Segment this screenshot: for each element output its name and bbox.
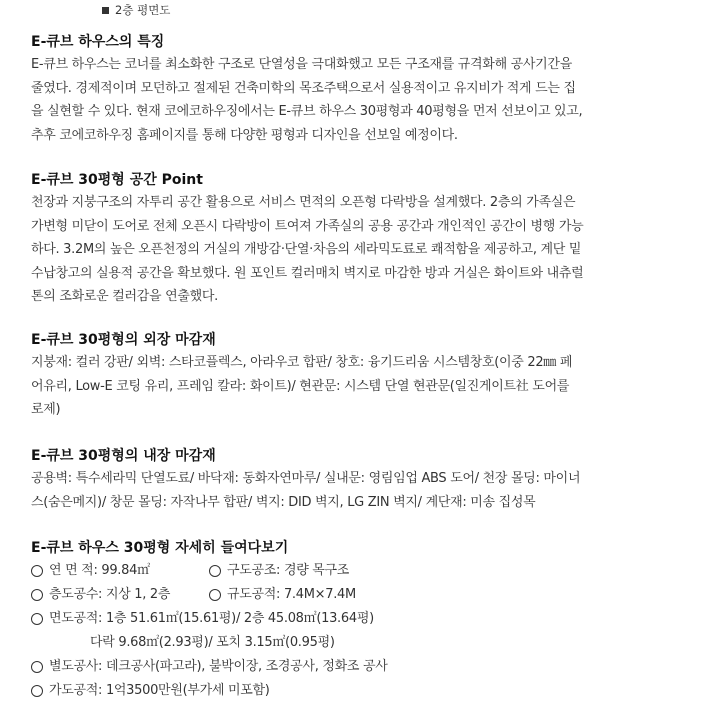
section-exterior-finish xyxy=(31,331,691,422)
body-line: 추후 코에코하우징 홈페이지를 통해 다양한 평형과 디자인을 선보일 예정이다. xyxy=(31,127,458,143)
section-title: E-큐브 하우스 30평형 자세히 들여다보기 xyxy=(31,540,289,556)
section-title: E-큐브 30평형의 내장 마감재 xyxy=(31,448,216,464)
body-line: 가변형 미닫이 도어로 전체 오픈시 다락방이 트여져 가족실의 공용 공간과 개인적인 공간이 병행 가능 xyxy=(31,218,584,234)
body-line: 수납창고의 실용적 공간을 확보했다. 원 포인트 컬러매치 벽지로 마감한 방과 거실은 화이트와 내츄럴 xyxy=(31,265,584,281)
spec-list xyxy=(31,559,691,703)
body-line: E-큐브 하우스는 코너를 최소화한 구조로 단열성을 극대화했고 모든 구조재를 규격화해 공사기간을 xyxy=(31,57,572,72)
spec-row xyxy=(31,607,691,631)
body-line: 천장과 지붕구조의 자투리 공간 활용으로 서비스 면적의 오픈형 다락방을 설계했다. 2층의 가족실은 xyxy=(31,195,576,210)
section-title: E-큐브 30평형의 외장 마감재 xyxy=(31,332,216,348)
body-line: 로제) xyxy=(31,402,61,417)
body-line: 지붕재: 컬러 강판/ 외벽: 스타코플렉스, 아라우코 합판/ 창호: 융기드리움 시스템창호(이중 22㎜ 페 xyxy=(31,355,573,370)
spec-row xyxy=(31,655,691,679)
square-bullet-icon xyxy=(102,7,109,14)
circle-bullet-icon xyxy=(31,661,43,673)
section-body xyxy=(31,53,691,147)
spec-extra-work: 별도공사: 데크공사(파고라), 불박이장, 조경공사, 정화조 공사 xyxy=(49,659,388,674)
spec-floor-area-extra: 다락 9.68㎡(2.93평)/ 포치 3.15㎡(0.95평) xyxy=(90,635,335,650)
section-body xyxy=(31,191,691,309)
spec-price: 가도공적: 1억3500만원(부가세 미포함) xyxy=(49,683,270,698)
circle-bullet-icon xyxy=(209,589,221,601)
body-line: 하다. 3.2M의 높은 오픈천정의 거실의 개방감·단열·차음의 세라믹도료로 쾌적함을 제공하고, 계단 밑 xyxy=(31,242,582,257)
spec-row xyxy=(31,583,691,607)
body-line: 줄였다. 경제적이며 모던하고 절제된 건축미학의 목조주택으로서 실용적이고 유지비가 적게 드는 집 xyxy=(31,80,576,96)
body-line: 어유리, Low-E 코팅 유리, 프레임 칼라: 화이트)/ 현관문: 시스템 단열 현관문(일진게이트社 도어를 xyxy=(31,378,570,394)
body-line: 톤의 조화로운 컬러감을 연출했다. xyxy=(31,289,218,304)
body-line: 을 실현할 수 있다. 현재 코에코하우징에서는 E-큐브 하우스 30평형과 40평형을 먼저 선보이고 있고, xyxy=(31,104,583,119)
circle-bullet-icon xyxy=(31,613,43,625)
section-title: E-큐브 하우스의 특징 xyxy=(31,34,165,50)
body-line: 스(숨은메지)/ 창문 몰딩: 자작나무 합판/ 벽지: DID 벽지, LG ZIN 벽지/ 계단재: 미송 집성목 xyxy=(31,494,536,510)
spec-row xyxy=(31,679,691,703)
figure-caption xyxy=(102,2,170,18)
spec-total-area: 연 면 적: 99.84㎡ xyxy=(49,563,150,578)
spec-floors: 층도공수: 지상 1, 2층 xyxy=(49,587,171,602)
circle-bullet-icon xyxy=(31,565,43,577)
caption-text: 2층 평면도 xyxy=(115,3,171,17)
circle-bullet-icon xyxy=(31,589,43,601)
section-body xyxy=(31,351,691,422)
section-interior-finish xyxy=(31,447,691,514)
circle-bullet-icon xyxy=(209,565,221,577)
section-specs xyxy=(31,539,691,703)
circle-bullet-icon xyxy=(31,685,43,697)
spec-size: 규도공적: 7.4M×7.4M xyxy=(227,587,356,602)
spec-structure: 구도공조: 경량 목구조 xyxy=(227,563,350,578)
spec-row xyxy=(31,631,691,655)
body-line: 공용벽: 특수세라믹 단열도료/ 바닥재: 동화자연마루/ 실내문: 영림임업 ABS 도어/ 천장 몰딩: 마이너 xyxy=(31,471,581,486)
section-title: E-큐브 30평형 공간 Point xyxy=(31,172,203,188)
section-features xyxy=(31,33,691,147)
spec-floor-area: 면도공적: 1층 51.61㎡(15.61평)/ 2층 45.08㎡(13.64평) xyxy=(49,611,374,626)
section-space-point xyxy=(31,171,691,309)
section-body xyxy=(31,467,691,514)
spec-row xyxy=(31,559,691,583)
